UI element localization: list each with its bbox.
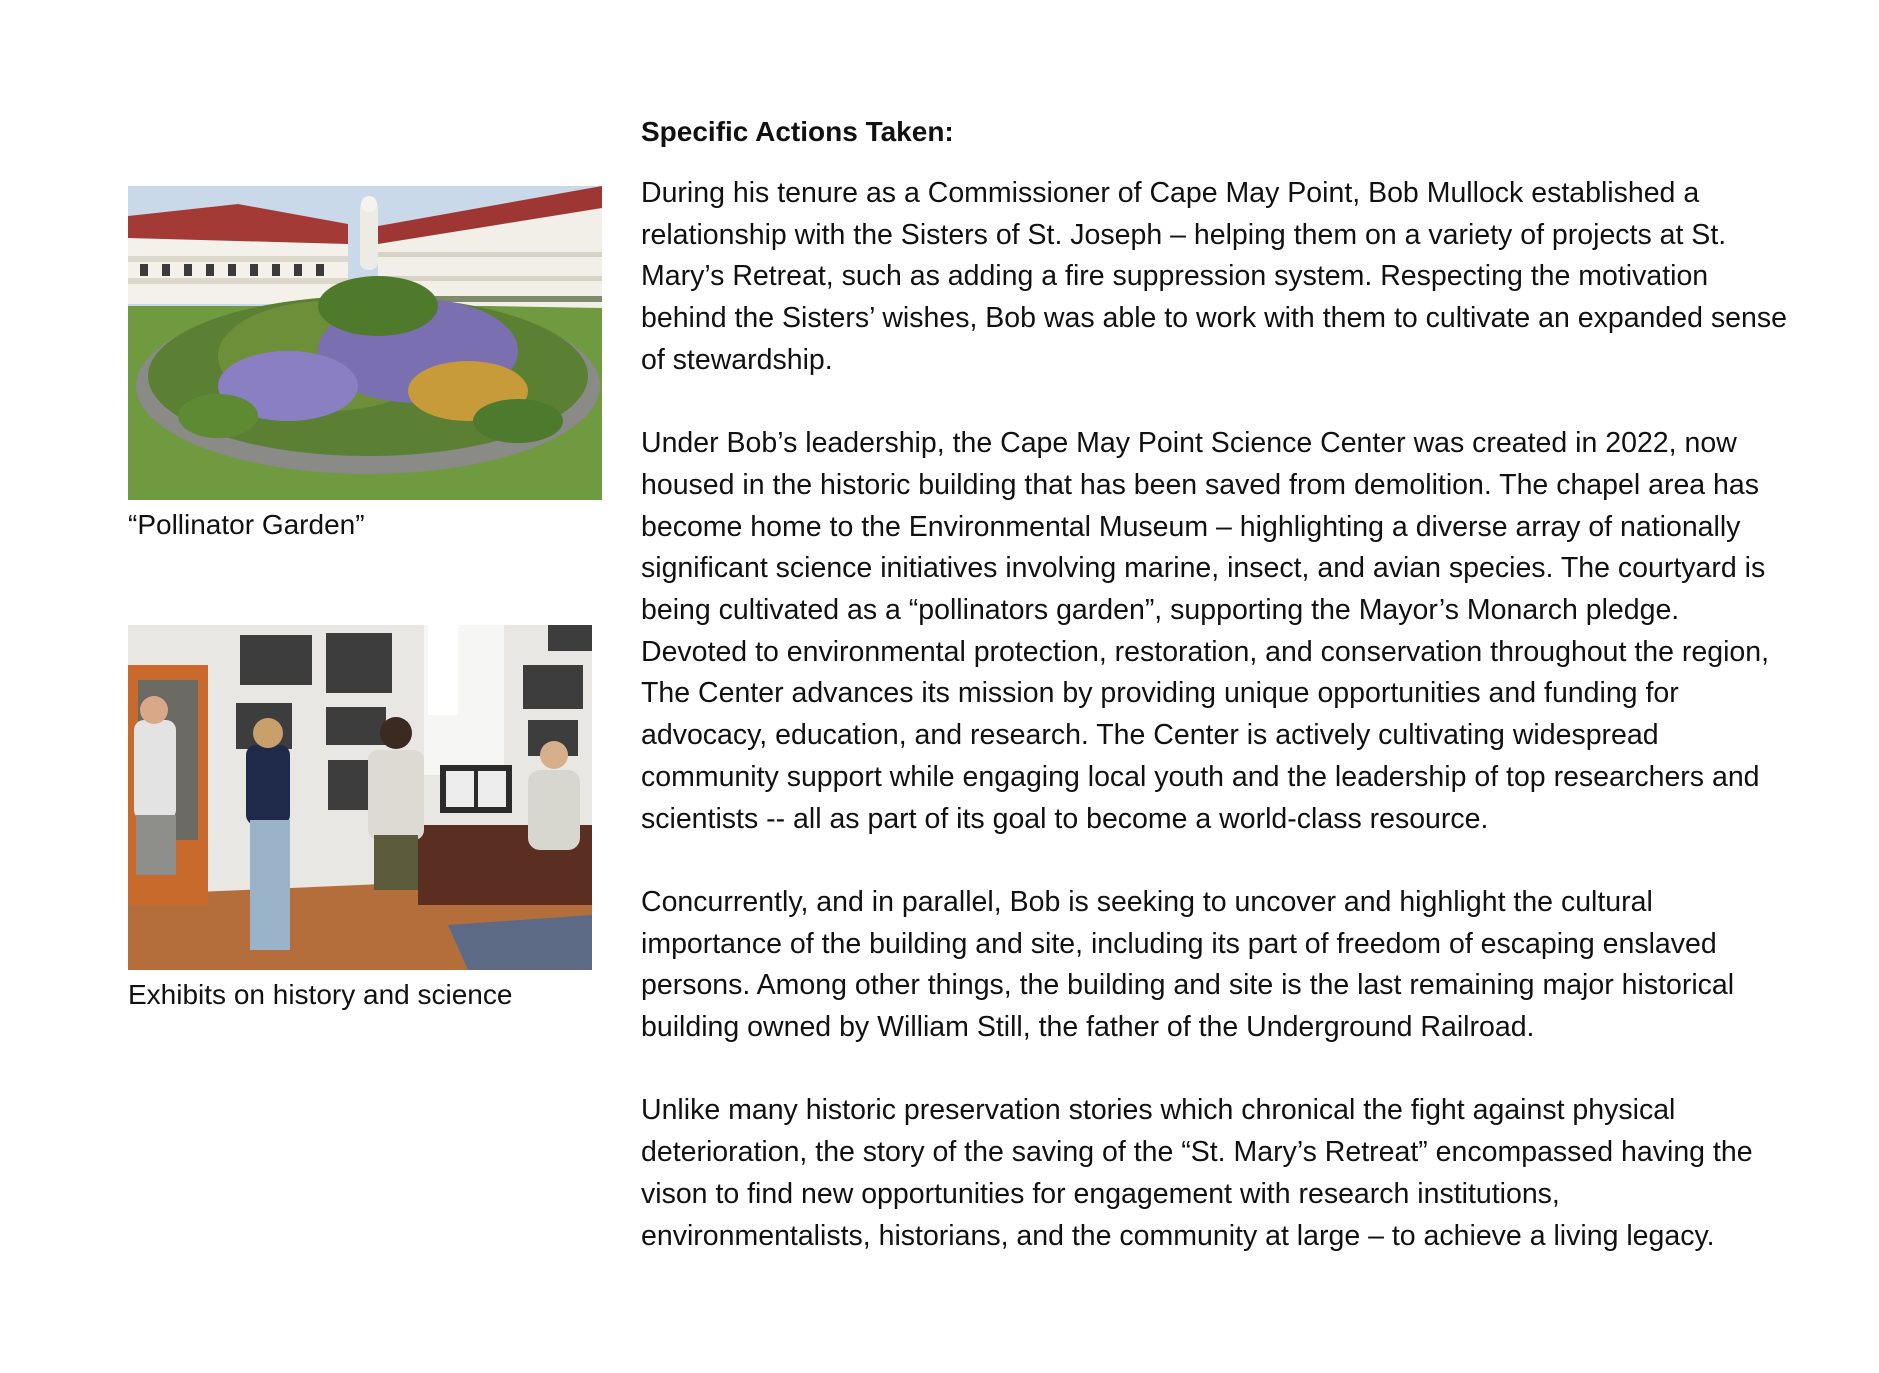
paragraph: Concurrently, and in parallel, Bob is seeking to uncover and highlight the cultural importance of the building and site, including its part of freedom of escaping enslaved persons. Among other things, the building and site is the last remaining major historical building owned by William Still, the father of the Underground Railroad.	[641, 885, 1735, 1044]
main-text-column	[641, 112, 1791, 1299]
pollinator-garden-photo	[128, 186, 602, 500]
paragraph: During his tenure as a Commissioner of Cape May Point, Bob Mullock established a relationship with the Sisters of St. Joseph – helping them on a variety of projects at St. Mary’s Retreat, such as adding a fire suppression system. Respecting the motivation behind the Sisters’ wishes, Bob was able to work with them to cultivate an expanded sense of stewardship.	[641, 177, 1787, 376]
figure-pollinator-garden	[128, 186, 602, 542]
paragraph: Unlike many historic preservation stories which chronical the fight against physical deterioration, the story of the saving of the “St. Mary’s Retreat” encompassed having the vison to find new opportunities for engagement with research institutions, environmentalists, historians, and the community at large – to achieve a living legacy.	[641, 1094, 1753, 1252]
figure-caption: Exhibits on history and science	[128, 979, 513, 1010]
paragraph: Under Bob’s leadership, the Cape May Point Science Center was created in 2022, now housed in the historic building that has been saved from demolition. The chapel area has become home to the Environmental Museum – highlighting a diverse array of nationally significant science initiatives involving marine, insect, and avian species. The courtyard is being cultivated as a “pollinators garden”, supporting the Mayor’s Monarch pledge. Devoted to environmental protection, restoration, and conservation throughout the region, The Center advances its mission by providing unique opportunities and funding for advocacy, education, and research. The Center is actively cultivating widespread community support while engaging local youth and the leadership of top researchers and scientists -- all as part of its goal to become a world-class resource.	[641, 427, 1770, 835]
figure-caption: “Pollinator Garden”	[128, 509, 365, 540]
figure-exhibits	[128, 625, 592, 1012]
exhibits-photo	[128, 625, 592, 970]
section-heading: Specific Actions Taken:	[641, 116, 954, 147]
